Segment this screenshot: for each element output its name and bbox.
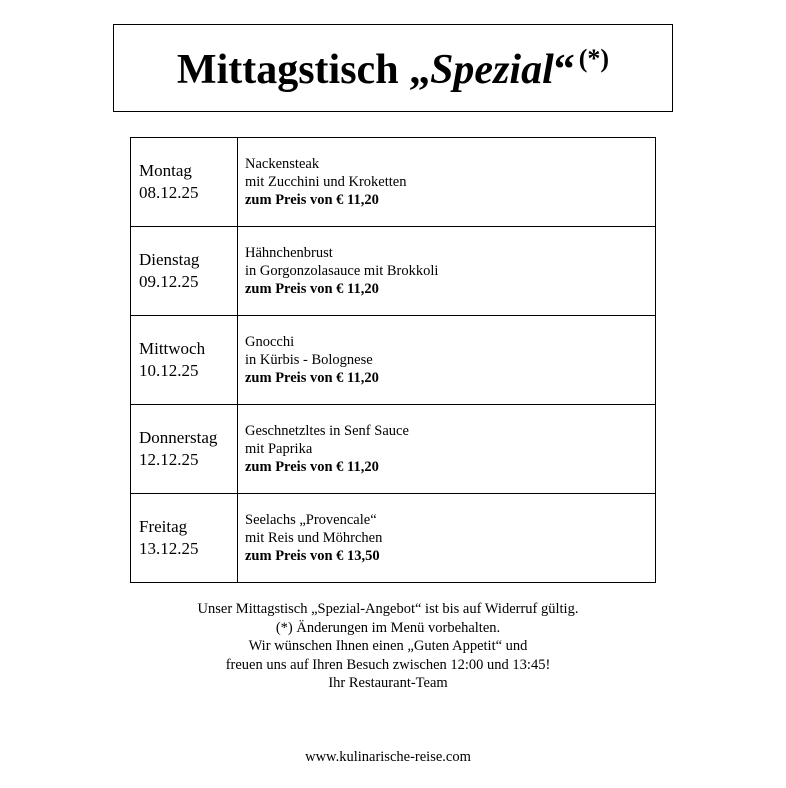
table-row — [131, 405, 656, 494]
dish-price: zum Preis von € 11,20 — [245, 281, 379, 297]
dish-name: Nackensteak — [245, 156, 320, 172]
dish-name: Gnocchi — [245, 334, 295, 350]
dish-cell — [238, 227, 656, 316]
title-box — [113, 24, 673, 112]
dish-description: mit Paprika — [245, 441, 313, 457]
menu-table — [130, 137, 656, 583]
dish-price: zum Preis von € 11,20 — [245, 459, 379, 475]
day-name: Donnerstag — [139, 428, 218, 447]
table-row — [131, 494, 656, 583]
dish-price: zum Preis von € 11,20 — [245, 192, 379, 208]
dish-price: zum Preis von € 11,20 — [245, 370, 379, 386]
footer-line: Wir wünschen Ihnen einen „Guten Appetit“ und — [248, 638, 528, 654]
day-cell — [131, 494, 238, 583]
dish-name: Geschnetzltes in Senf Sauce — [245, 423, 409, 439]
day-cell — [131, 227, 238, 316]
day-date: 08.12.25 — [139, 183, 199, 202]
day-date: 09.12.25 — [139, 272, 199, 291]
title-close-quote: “ — [553, 47, 575, 93]
day-cell — [131, 138, 238, 227]
website-url: www.kulinarische-reise.com — [305, 749, 471, 765]
dish-cell — [238, 138, 656, 227]
dish-name: Seelachs „Provencale“ — [245, 512, 377, 528]
dish-description: in Kürbis - Bolognese — [245, 352, 373, 368]
footer-line: (*) Änderungen im Menü vorbehalten. — [275, 619, 501, 636]
dish-cell — [238, 494, 656, 583]
day-date: 12.12.25 — [139, 450, 199, 469]
dish-cell — [238, 405, 656, 494]
dish-cell — [238, 316, 656, 405]
day-name: Montag — [139, 161, 192, 180]
footer-line: Ihr Restaurant-Team — [328, 675, 448, 691]
table-row — [131, 227, 656, 316]
title-note: (*) — [578, 44, 610, 73]
dish-description: mit Reis und Möhrchen — [245, 530, 383, 546]
title-italic: Spezial — [430, 47, 554, 93]
day-cell — [131, 316, 238, 405]
footer-line: Unser Mittagstisch „Spezial-Angebot“ ist bis auf Widerruf gültig. — [197, 601, 579, 617]
dish-name: Hähnchenbrust — [245, 245, 333, 261]
footer-line: freuen uns auf Ihren Besuch zwischen 12:00 und 13:45! — [225, 656, 551, 673]
dish-price: zum Preis von € 13,50 — [245, 548, 380, 564]
dish-description: mit Zucchini und Kroketten — [245, 174, 407, 190]
day-date: 10.12.25 — [139, 361, 199, 380]
table-row — [131, 316, 656, 405]
page-title — [177, 44, 609, 94]
table-row — [131, 138, 656, 227]
dish-description: in Gorgonzolasauce mit Brokkoli — [245, 263, 439, 279]
day-cell — [131, 405, 238, 494]
title-main: Mittagstisch „ — [176, 47, 431, 93]
day-name: Freitag — [139, 517, 188, 536]
day-name: Dienstag — [139, 250, 200, 269]
day-name: Mittwoch — [139, 339, 206, 358]
day-date: 13.12.25 — [139, 539, 199, 558]
footer-note — [0, 600, 776, 693]
